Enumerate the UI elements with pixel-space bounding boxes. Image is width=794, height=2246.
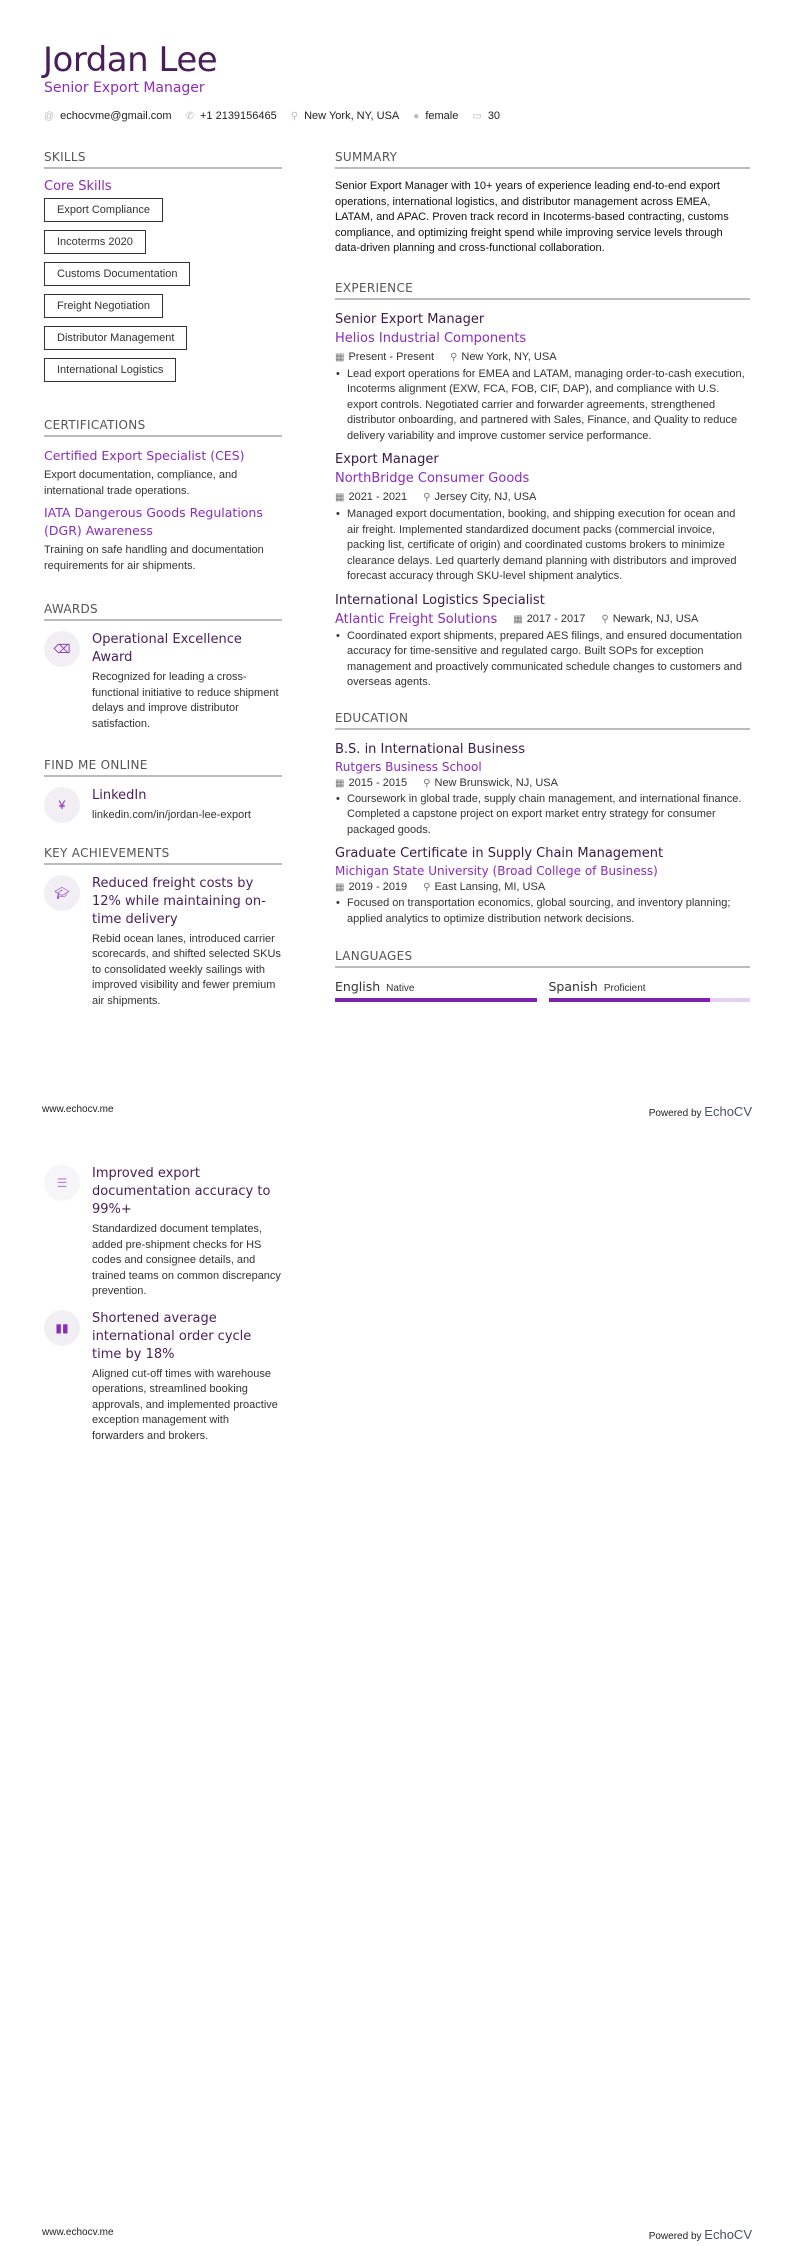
calendar-icon: ▦ [335, 492, 345, 503]
cert-title: IATA Dangerous Goods Regulations (DGR) Awareness [44, 505, 263, 538]
page-footer [42, 1104, 752, 1119]
powered-by [649, 2227, 752, 2242]
language-name: English [335, 979, 381, 994]
location-icon: ⚲ [450, 351, 458, 363]
location-icon: ⚲ [601, 613, 609, 625]
education-entry [335, 740, 750, 839]
candidate-title: Senior Export Manager [44, 80, 205, 96]
phone-icon: ✆ [185, 110, 194, 122]
job-entry [335, 310, 750, 445]
job-entry [335, 450, 750, 585]
job-company: NorthBridge Consumer Goods [335, 471, 530, 486]
skill-tag: Export Compliance [44, 198, 163, 222]
section-heading: EXPERIENCE [335, 281, 750, 300]
location-icon: ⚲ [290, 110, 299, 122]
skill-tag: Distributor Management [44, 326, 187, 350]
achievement-title: Improved export documentation accuracy to 99%+ [92, 1166, 271, 1217]
achievement-item [44, 1165, 282, 1300]
calendar-icon: ▭ [472, 110, 482, 122]
powered-by [649, 1104, 752, 1119]
age: 30 [487, 110, 501, 122]
section-heading: EDUCATION [335, 711, 750, 730]
job-location: New York, NY, USA [461, 350, 557, 363]
award-desc: Recognized for leading a cross-functional initiative to reduce shipment delays and improve distributor satisfaction. [92, 671, 279, 730]
candidate-name: Jordan Lee [43, 40, 218, 80]
powered-by-label: Powered by [648, 2231, 702, 2242]
job-location: Newark, NJ, USA [612, 612, 699, 625]
phone[interactable]: +1 2139156465 [199, 110, 277, 122]
calendar-icon: ▦ [335, 351, 345, 363]
achievement-item [44, 875, 282, 1010]
location-icon: ⚲ [423, 777, 431, 789]
section-heading: CERTIFICATIONS [44, 418, 282, 437]
achievement-title: Shortened average international order cycle time by 18% [92, 1310, 252, 1362]
person-icon: ● [413, 110, 420, 122]
job-bullet: • Managed export documentation, booking, and shipping execution for ocean and air freight. Implemented standardized document packs (commercial invoice, packing list, certificate of origin) and coordinated customs brokers to minimize clearance delays. Led quarterly demand planning with distributors and improved forecast accuracy through SKU-level shipment analytics. [335, 507, 750, 585]
skills-group-title: Core Skills [44, 179, 112, 194]
footer-site-link[interactable]: www.echocv.me [42, 2227, 114, 2238]
job-bullet: • Lead export operations for EMEA and LATAM, managing order-to-cash execution, Incoterms alignment (EXW, FCA, FOB, CIF, DAP), and compliance with U.S. export controls. Negotiated carrier and forwarder agreements, strengthened distributor onboarding, and partnered with Sales, Finance, and Quality to reduce delivery variability and improve customer service performance. [335, 367, 750, 445]
job-dates: Present - Present [348, 350, 435, 363]
language-bar [335, 998, 537, 1002]
job-location: Jersey City, NJ, USA [434, 491, 537, 503]
edu-dates: 2019 - 2019 [348, 881, 408, 893]
language-item [549, 978, 751, 1002]
language-name: Spanish [548, 979, 598, 994]
section-heading: KEY ACHIEVEMENTS [44, 846, 282, 865]
job-role: Senior Export Manager [335, 311, 485, 327]
education-entry [335, 844, 750, 927]
edu-location: East Lansing, MI, USA [434, 881, 546, 893]
section-heading: SKILLS [44, 150, 282, 169]
degree: Graduate Certificate in Supply Chain Management [335, 846, 664, 861]
skill-tag: International Logistics [44, 358, 176, 382]
achievement-desc: Aligned cut-off times with warehouse operations, streamlined booking approvals, and implemented proactive exception management with forwarders and brokers. [92, 1367, 278, 1442]
online-title: LinkedIn [92, 788, 147, 803]
page-footer [42, 2227, 752, 2242]
language-bar [549, 998, 751, 1002]
achievement-desc: Rebid ocean lanes, introduced carrier scorecards, and shifted selected SKUs to consolidated weekly sailings with improved visibility and fewer premium air shipments. [92, 932, 281, 1007]
school: Rutgers Business School [335, 759, 482, 774]
award-tag-icon: ⌫ [44, 631, 80, 667]
link-icon: ¥ [44, 787, 80, 823]
degree: B.S. in International Business [335, 741, 525, 757]
edu-location: New Brunswick, NJ, USA [434, 776, 558, 789]
online-section [44, 758, 282, 824]
language-bar-fill [549, 998, 710, 1002]
online-url[interactable]: linkedin.com/in/jordan-lee-export [92, 809, 251, 821]
location-icon: ⚲ [423, 882, 431, 893]
right-column [335, 150, 750, 1002]
calendar-icon: ▦ [335, 777, 345, 789]
award-item [44, 631, 282, 732]
section-heading: LANGUAGES [335, 949, 750, 968]
job-dates: 2017 - 2017 [526, 612, 586, 625]
cert-title: Certified Export Specialist (CES) [44, 448, 245, 463]
cert-desc: Training on safe handling and documentation requirements for air shipments. [44, 544, 264, 572]
awards-section [44, 602, 282, 732]
online-item [44, 787, 282, 824]
powered-by-label: Powered by [648, 1108, 702, 1119]
page-2 [0, 1123, 794, 2246]
brand-logo: EchoCV [704, 1104, 752, 1119]
book-icon: ▮▮ [44, 1310, 80, 1346]
calendar-icon: ▦ [335, 882, 345, 893]
section-heading: FIND ME ONLINE [44, 758, 282, 777]
award-title: Operational Excellence Award [92, 632, 242, 665]
edu-bullet: • Coursework in global trade, supply chain management, and international finance. Completed a capstone project on export market entry strategy for consumer packaged goods. [335, 792, 750, 839]
email[interactable]: echocvme@gmail.com [60, 110, 172, 122]
align-left-icon: ☰ [44, 1165, 80, 1201]
job-dates: 2021 - 2021 [348, 491, 408, 503]
education-section [335, 711, 750, 928]
at-icon: @ [44, 110, 55, 122]
achievement-desc: Standardized document templates, added pre-shipment checks for HS codes and consignee details, and trained teams on common discrepancy prevention. [92, 1223, 281, 1297]
language-bar-fill [335, 998, 537, 1002]
graduation-cap-icon: 🎓︎ [44, 875, 80, 911]
calendar-icon: ▦ [513, 613, 523, 625]
edu-bullet: • Focused on transportation economics, global sourcing, and inventory planning; applied analytics to optimize distribution network decisions. [335, 896, 750, 927]
summary-text: Senior Export Manager with 10+ years of experience leading end-to-end export operations, international logistics, and distributor management across EMEA, LATAM, and APAC. Proven track record in Incoterms-based contracting, customs compliance, and optimizing freight spend while improving service levels through data-driven planning and cross-functional collaboration. [335, 180, 729, 254]
location: New York, NY, USA [304, 110, 400, 122]
edu-dates: 2015 - 2015 [348, 776, 408, 789]
language-item [335, 978, 537, 1002]
achievement-item [44, 1310, 282, 1445]
job-company: Atlantic Freight Solutions [335, 611, 498, 627]
job-company: Helios Industrial Components [335, 330, 527, 346]
skill-tag: Customs Documentation [44, 262, 190, 286]
achievement-title: Reduced freight costs by 12% while maintaining on-time delivery [92, 875, 266, 927]
job-role: Export Manager [335, 452, 439, 467]
section-heading: SUMMARY [335, 150, 750, 169]
footer-site-link[interactable]: www.echocv.me [42, 1104, 114, 1115]
certifications-section [44, 418, 282, 574]
gender: female [425, 110, 459, 122]
contact-bar [44, 110, 500, 122]
language-level: Native [386, 983, 415, 994]
skill-tag: Incoterms 2020 [44, 230, 146, 254]
left-column-continued [44, 1165, 282, 1454]
skill-tag: Freight Negotiation [44, 294, 163, 318]
achievements-section [44, 846, 282, 1010]
experience-section [335, 281, 750, 691]
summary-section [335, 150, 750, 257]
job-bullet: • Coordinated export shipments, prepared AES filings, and ensured documentation accuracy for time-sensitive and regulated cargo. Built SOPs for exception management and proactively communicated schedule changes to customers and overseas agents. [335, 629, 750, 691]
skills-section [44, 150, 282, 390]
languages-section [335, 949, 750, 1002]
location-icon: ⚲ [423, 492, 431, 503]
job-role: International Logistics Specialist [335, 592, 545, 608]
job-entry [335, 591, 750, 691]
brand-logo: EchoCV [704, 2227, 752, 2242]
cert-desc: Export documentation, compliance, and international trade operations. [44, 469, 238, 497]
school: Michigan State University (Broad College of Business) [335, 864, 658, 878]
section-heading: AWARDS [44, 602, 282, 621]
language-level: Proficient [603, 983, 646, 994]
left-column [44, 150, 282, 1019]
